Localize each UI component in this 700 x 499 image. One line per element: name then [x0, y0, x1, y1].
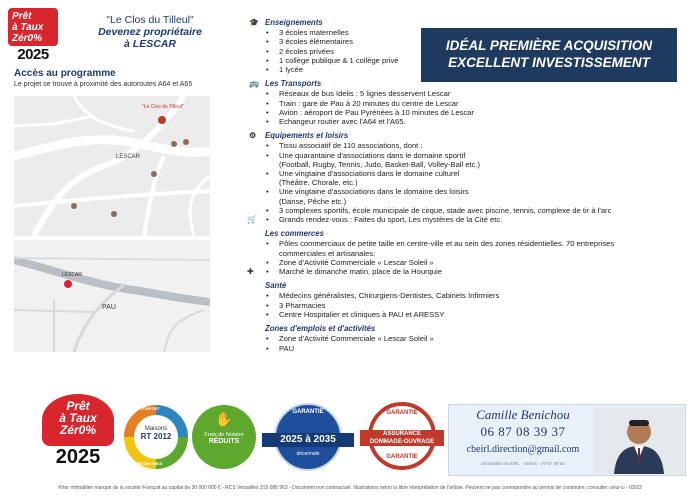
ptz-footer-year: 2025 [55, 446, 101, 468]
contact-name: Camille Benichou [476, 407, 570, 422]
list-item-sub: (Théâtre, Chorale, etc.) [279, 178, 358, 188]
list-item: • Une vingtaine d'associations dans le domaine culturel [265, 169, 687, 178]
list-item: • 1 collège publique & 1 collège privé [265, 56, 687, 65]
section-sante: Santé [265, 281, 287, 291]
assurance-line2: DOMMAGE-OUVRAGE [369, 439, 435, 445]
list-item-sub: (Football, Rugby, Tennis, Judo, Basket-Ball, Volley-Ball etc.) [279, 159, 481, 169]
ptz-year: 2025 [17, 46, 49, 63]
list-item-sub: commerciales et artisanales. [279, 248, 376, 258]
list-loisirs [247, 141, 687, 224]
assurance-bottom: GARANTIE [386, 454, 418, 460]
title-line2: Devenez propriétaire [98, 26, 202, 38]
shopping-cart-icon: • 🛒 [247, 215, 257, 225]
garantie-top: GARANTIE [292, 409, 324, 415]
list-item: • Médecins généralistes, Chirurgiens-Dentistes, Cabinets Infirmiers [265, 291, 687, 300]
gears-icon: ⚙ [249, 131, 257, 141]
list-item: • 2 écoles privées [265, 47, 687, 56]
ptz-footer-line3: Zér0% [59, 423, 97, 437]
list-sante [247, 291, 687, 319]
list-emplois [247, 334, 687, 352]
rt2012-main: RT 2012 [140, 432, 172, 441]
amenities-sections [247, 18, 687, 358]
bus-icon: 🚌 [249, 79, 259, 89]
program-title [75, 14, 225, 50]
assurance-line1: ASSURANCE [382, 431, 421, 437]
ptz-footer-line2: à Taux [59, 411, 97, 425]
headline-line2: EXCELLENT INVESTISSEMENT [448, 55, 650, 70]
title-line1: "Le Clos du Tilleul" [106, 14, 194, 26]
local-map [14, 96, 210, 236]
access-text: Le projet se trouve à proximité des autoroutes A64 et A65 [14, 81, 193, 88]
list-item: • Une vingtaine d'associations dans le domaine des loisirs [265, 187, 687, 196]
list-item: • 1 lycée [265, 65, 687, 74]
list-commerces [247, 239, 687, 276]
section-loisirs: ⚙ Equipements et loisirs [249, 131, 349, 141]
list-item: • Zone d'Activité Commerciale « Lescar Soleil » [265, 334, 687, 343]
notaire-line1: Frais de Notaire [204, 432, 244, 438]
contact-phone[interactable]: 06 87 08 39 37 [480, 424, 566, 439]
list-enseignements [247, 28, 687, 74]
map1-label-site: "Le Clos du Tilleul" [142, 104, 184, 110]
map1-label-town: LESCAR [116, 154, 141, 160]
handshake-icon: ✋ [215, 411, 233, 427]
list-item: • Centre Hospitalier et cliniques à PAU et ARESSY [265, 310, 687, 319]
list-transports [247, 89, 687, 126]
garantie-bottom: décennale [296, 451, 320, 457]
list-item: • 3 complexes sportifs, école municipale de cirque, stade avec piscine, tennis, complexe de tir à l'arc [265, 206, 687, 215]
graduation-cap-icon: 🎓 [249, 18, 259, 27]
list-item: • ✚ Marché le dimanche matin, place de la Hourquie [265, 267, 687, 276]
ptz-line2: à Taux [12, 22, 44, 33]
assurance-top: GARANTIE [386, 410, 418, 416]
map2-label-town: LESCAR [62, 272, 83, 278]
notaire-line2: RÉDUITS [208, 438, 240, 445]
garantie-main: 2025 à 2035 [262, 433, 354, 447]
list-item: • PAU [265, 344, 687, 353]
list-item: • Réseaux de bus Idelis : 5 lignes desservent Lescar [265, 89, 687, 98]
section-commerces: Les commerces [265, 229, 324, 239]
list-item: • Avion : aéroport de Pau Pyrénées à 10 minutes de Lescar [265, 108, 687, 117]
contact-email[interactable]: cbeirl.direction@gmail.com [466, 444, 580, 455]
ptz-line1: Prêt [12, 11, 32, 22]
list-item: • Tissu associatif de 110 associations, dont : [265, 141, 687, 150]
garantie-decennale-badge [262, 403, 354, 471]
ptz-line3: Zér0% [12, 33, 43, 44]
access-title: Accès au programme [14, 68, 116, 79]
title-line3: à LESCAR [124, 38, 176, 50]
rt2012-top: CONFORT [140, 406, 160, 411]
frais-notaire-badge [192, 405, 256, 469]
headline-line1: IDÉAL PREMIÈRE ACQUISITION [445, 38, 653, 53]
section-enseignements: 🎓 Enseignements [249, 18, 323, 27]
ptz-footer-line1: Prêt [66, 399, 90, 413]
section-transports: 🚌 Les Transports [249, 79, 322, 89]
list-item: • 3 écoles élémentaires [265, 37, 687, 46]
agent-photo [594, 408, 684, 474]
rt2012-mid: Maisons [144, 426, 168, 432]
list-item: • Train : gare de Pau à 20 minutes du centre de Lescar [265, 99, 687, 108]
list-item: • Une quarantaine d'associations dans le domaine sportif [265, 151, 687, 160]
rt2012-badge [124, 405, 188, 469]
list-item: • 3 Pharmacies [265, 301, 687, 310]
regional-map [14, 240, 210, 352]
rt2012-bottom: ÉCONOMIES [138, 461, 163, 466]
list-item: • 🛒 Grands rendez-vous : Faites du sport, Les mystères de la Cité etc. [265, 215, 687, 224]
medical-cross-icon: • ✚ [247, 267, 254, 277]
list-item: • Zone d'Activité Commerciale « Lescar Soleil » [265, 258, 687, 267]
map2-label-city: PAU [102, 304, 116, 311]
ptz-logo-top [8, 8, 58, 64]
section-emplois: Zones d'emplois et d'activités [265, 324, 376, 334]
legal-notice: Khor immobilier marque de la société Françoit au capital de 30 000 000 € - RCS Versailles 319 086 963 - Document non contractuel. Illustrations selon la libre interprétation de l'artiste. Peuvent ne pas correspondre au permis de construire, consulter celui-ci - 03/23 [58, 485, 642, 491]
list-item-sub: (Danse, Pêche etc.) [279, 196, 347, 206]
list-item: • Echangeur routier avec l'A64 et l'A65. [265, 117, 687, 126]
list-item: • Pôles commerciaux de petite taille en centre-ville et au sein des zones résidentielles. 70 entreprises [265, 239, 687, 248]
ptz-logo-footer [36, 394, 120, 470]
assurance-dommage-badge [362, 402, 442, 472]
list-item: • 3 écoles maternelles [265, 28, 687, 37]
contact-subline: Immobilier en EIRL · Tarbes · 07 87 39 63 [481, 461, 565, 466]
